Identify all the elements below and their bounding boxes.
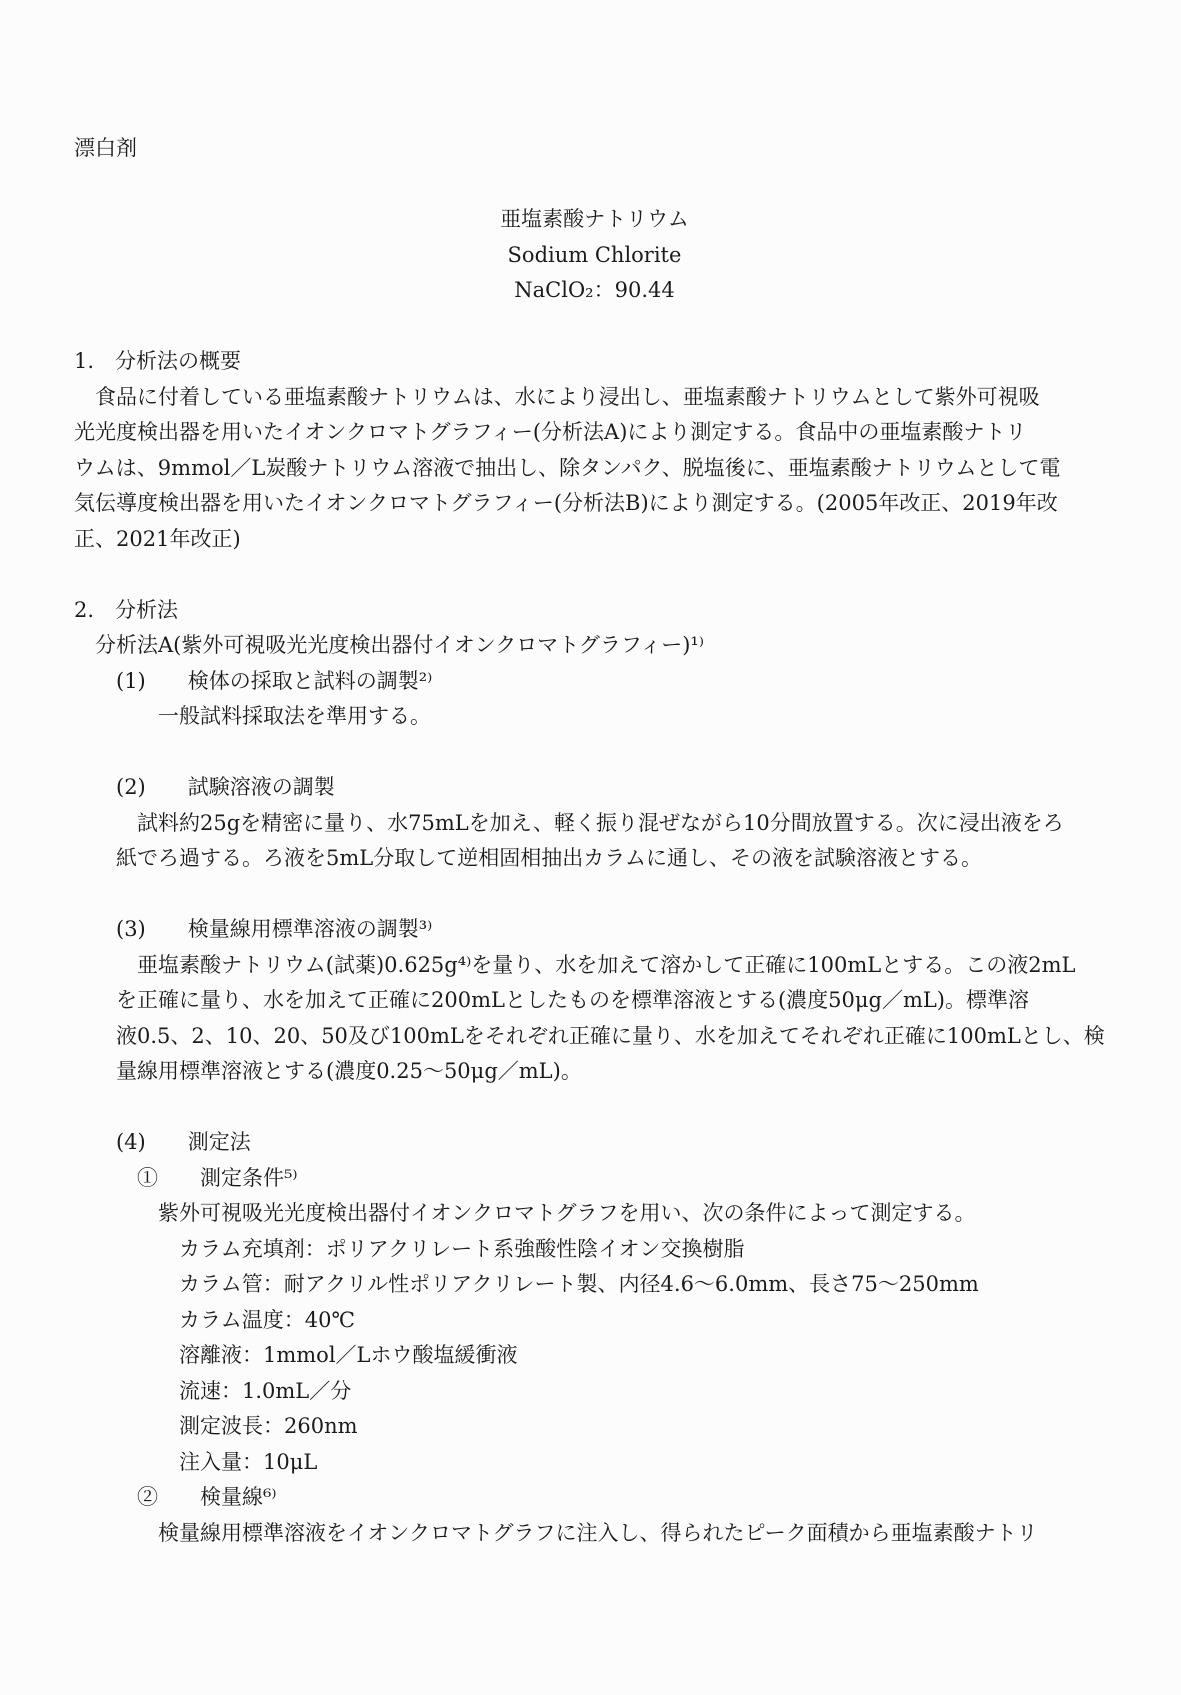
condition-flow-rate: 流速：1.0mL／分 [74, 1378, 352, 1403]
condition-eluent: 溶離液：1mmol／Lホウ酸塩緩衝液 [74, 1343, 518, 1367]
spacer [74, 1090, 1115, 1126]
section-1-body-line: 正、2021年改正) [74, 526, 241, 551]
title-en: Sodium Chlorite [507, 242, 682, 267]
spacer [74, 877, 1115, 913]
condition-column-tube: カラム管：耐アクリル性ポリアクリレート製、内径4.6～6.0mm、長さ75～250mm [74, 1272, 979, 1296]
condition-column-temperature: カラム温度：40℃ [74, 1307, 356, 1332]
item-4-sub-1-heading: ① 測定条件⁵⁾ [74, 1165, 298, 1190]
title-ja: 亜塩素酸ナトリウム [500, 207, 689, 231]
item-2-body-line: 試料約25gを精密に量り、水75mLを加え、軽く振り混ぜながら10分間放置する。次に浸出液をろ [74, 810, 1064, 835]
section-1-body-line: 食品に付着している亜塩素酸ナトリウムは、水により浸出し、亜塩素酸ナトリウムとして紫外可視吸 [74, 384, 1040, 409]
title-formula: NaClO₂：90.44 [514, 278, 675, 302]
item-4-sub-2-heading: ② 検量線⁶⁾ [74, 1485, 277, 1509]
condition-wavelength: 測定波長：260nm [74, 1414, 358, 1438]
item-2-body-line: 紙でろ過する。ろ液を5mL分取して逆相固相抽出カラムに通し、その液を試験溶液とする。 [74, 846, 983, 870]
spacer [74, 167, 1115, 203]
item-4-sub-2-body-line: 検量線用標準溶液をイオンクロマトグラフに注入し、得られたピーク面積から亜塩素酸ナトリ [74, 1520, 1038, 1545]
document-text-flow [74, 131, 1115, 1551]
condition-injection-volume: 注入量：10μL [74, 1449, 318, 1474]
item-1-heading: (1) 検体の採取と試料の調製²⁾ [74, 668, 433, 693]
section-1-body-line: 気伝導度検出器を用いたイオンクロマトグラフィー(分析法B)により測定する。(2005年改正、2019年改 [74, 491, 1058, 515]
spacer [74, 735, 1115, 771]
item-3-body-line: 亜塩素酸ナトリウム(試薬)0.625g⁴⁾を量り、水を加えて溶かして正確に100mLとする。この液2mL [74, 952, 1076, 977]
item-1-body-line: 一般試料採取法を準用する。 [74, 704, 431, 728]
item-4-heading: (4) 測定法 [74, 1130, 251, 1154]
item-3-body-line: を正確に量り、水を加えて正確に200mLとしたものを標準溶液とする(濃度50μg／mL)。標準溶 [74, 988, 1029, 1012]
spacer [74, 309, 1115, 345]
category-label: 漂白剤 [74, 136, 137, 160]
item-4-sub-1-body-line: 紫外可視吸光光度検出器付イオンクロマトグラフを用い、次の条件によって測定する。 [74, 1201, 976, 1225]
section-1-heading: 1. 分析法の概要 [74, 349, 242, 373]
item-3-body-line: 量線用標準溶液とする(濃度0.25～50μg／mL)。 [74, 1059, 582, 1083]
section-1-body-line: ウムは、9mmol／L炭酸ナトリウム溶液で抽出し、除タンパク、脱塩後に、亜塩素酸ナトリウムとして電 [74, 455, 1061, 480]
section-2-heading: 2. 分析法 [74, 597, 179, 622]
section-1-body-line: 光光度検出器を用いたイオンクロマトグラフィー(分析法A)により測定する。食品中の亜塩素酸ナトリ [74, 420, 1027, 444]
method-a-heading: 分析法A(紫外可視吸光光度検出器付イオンクロマトグラフィー)¹⁾ [74, 633, 704, 657]
item-3-body-line: 液0.5、2、10、20、50及び100mLをそれぞれ正確に量り、水を加えてそれぞれ正確に100mLとし、検 [74, 1023, 1105, 1048]
spacer [74, 557, 1115, 593]
condition-column-packing: カラム充填剤：ポリアクリレート系強酸性陰イオン交換樹脂 [74, 1236, 745, 1261]
item-2-heading: (2) 試験溶液の調製 [74, 775, 335, 799]
item-3-heading: (3) 検量線用標準溶液の調製³⁾ [74, 917, 433, 941]
